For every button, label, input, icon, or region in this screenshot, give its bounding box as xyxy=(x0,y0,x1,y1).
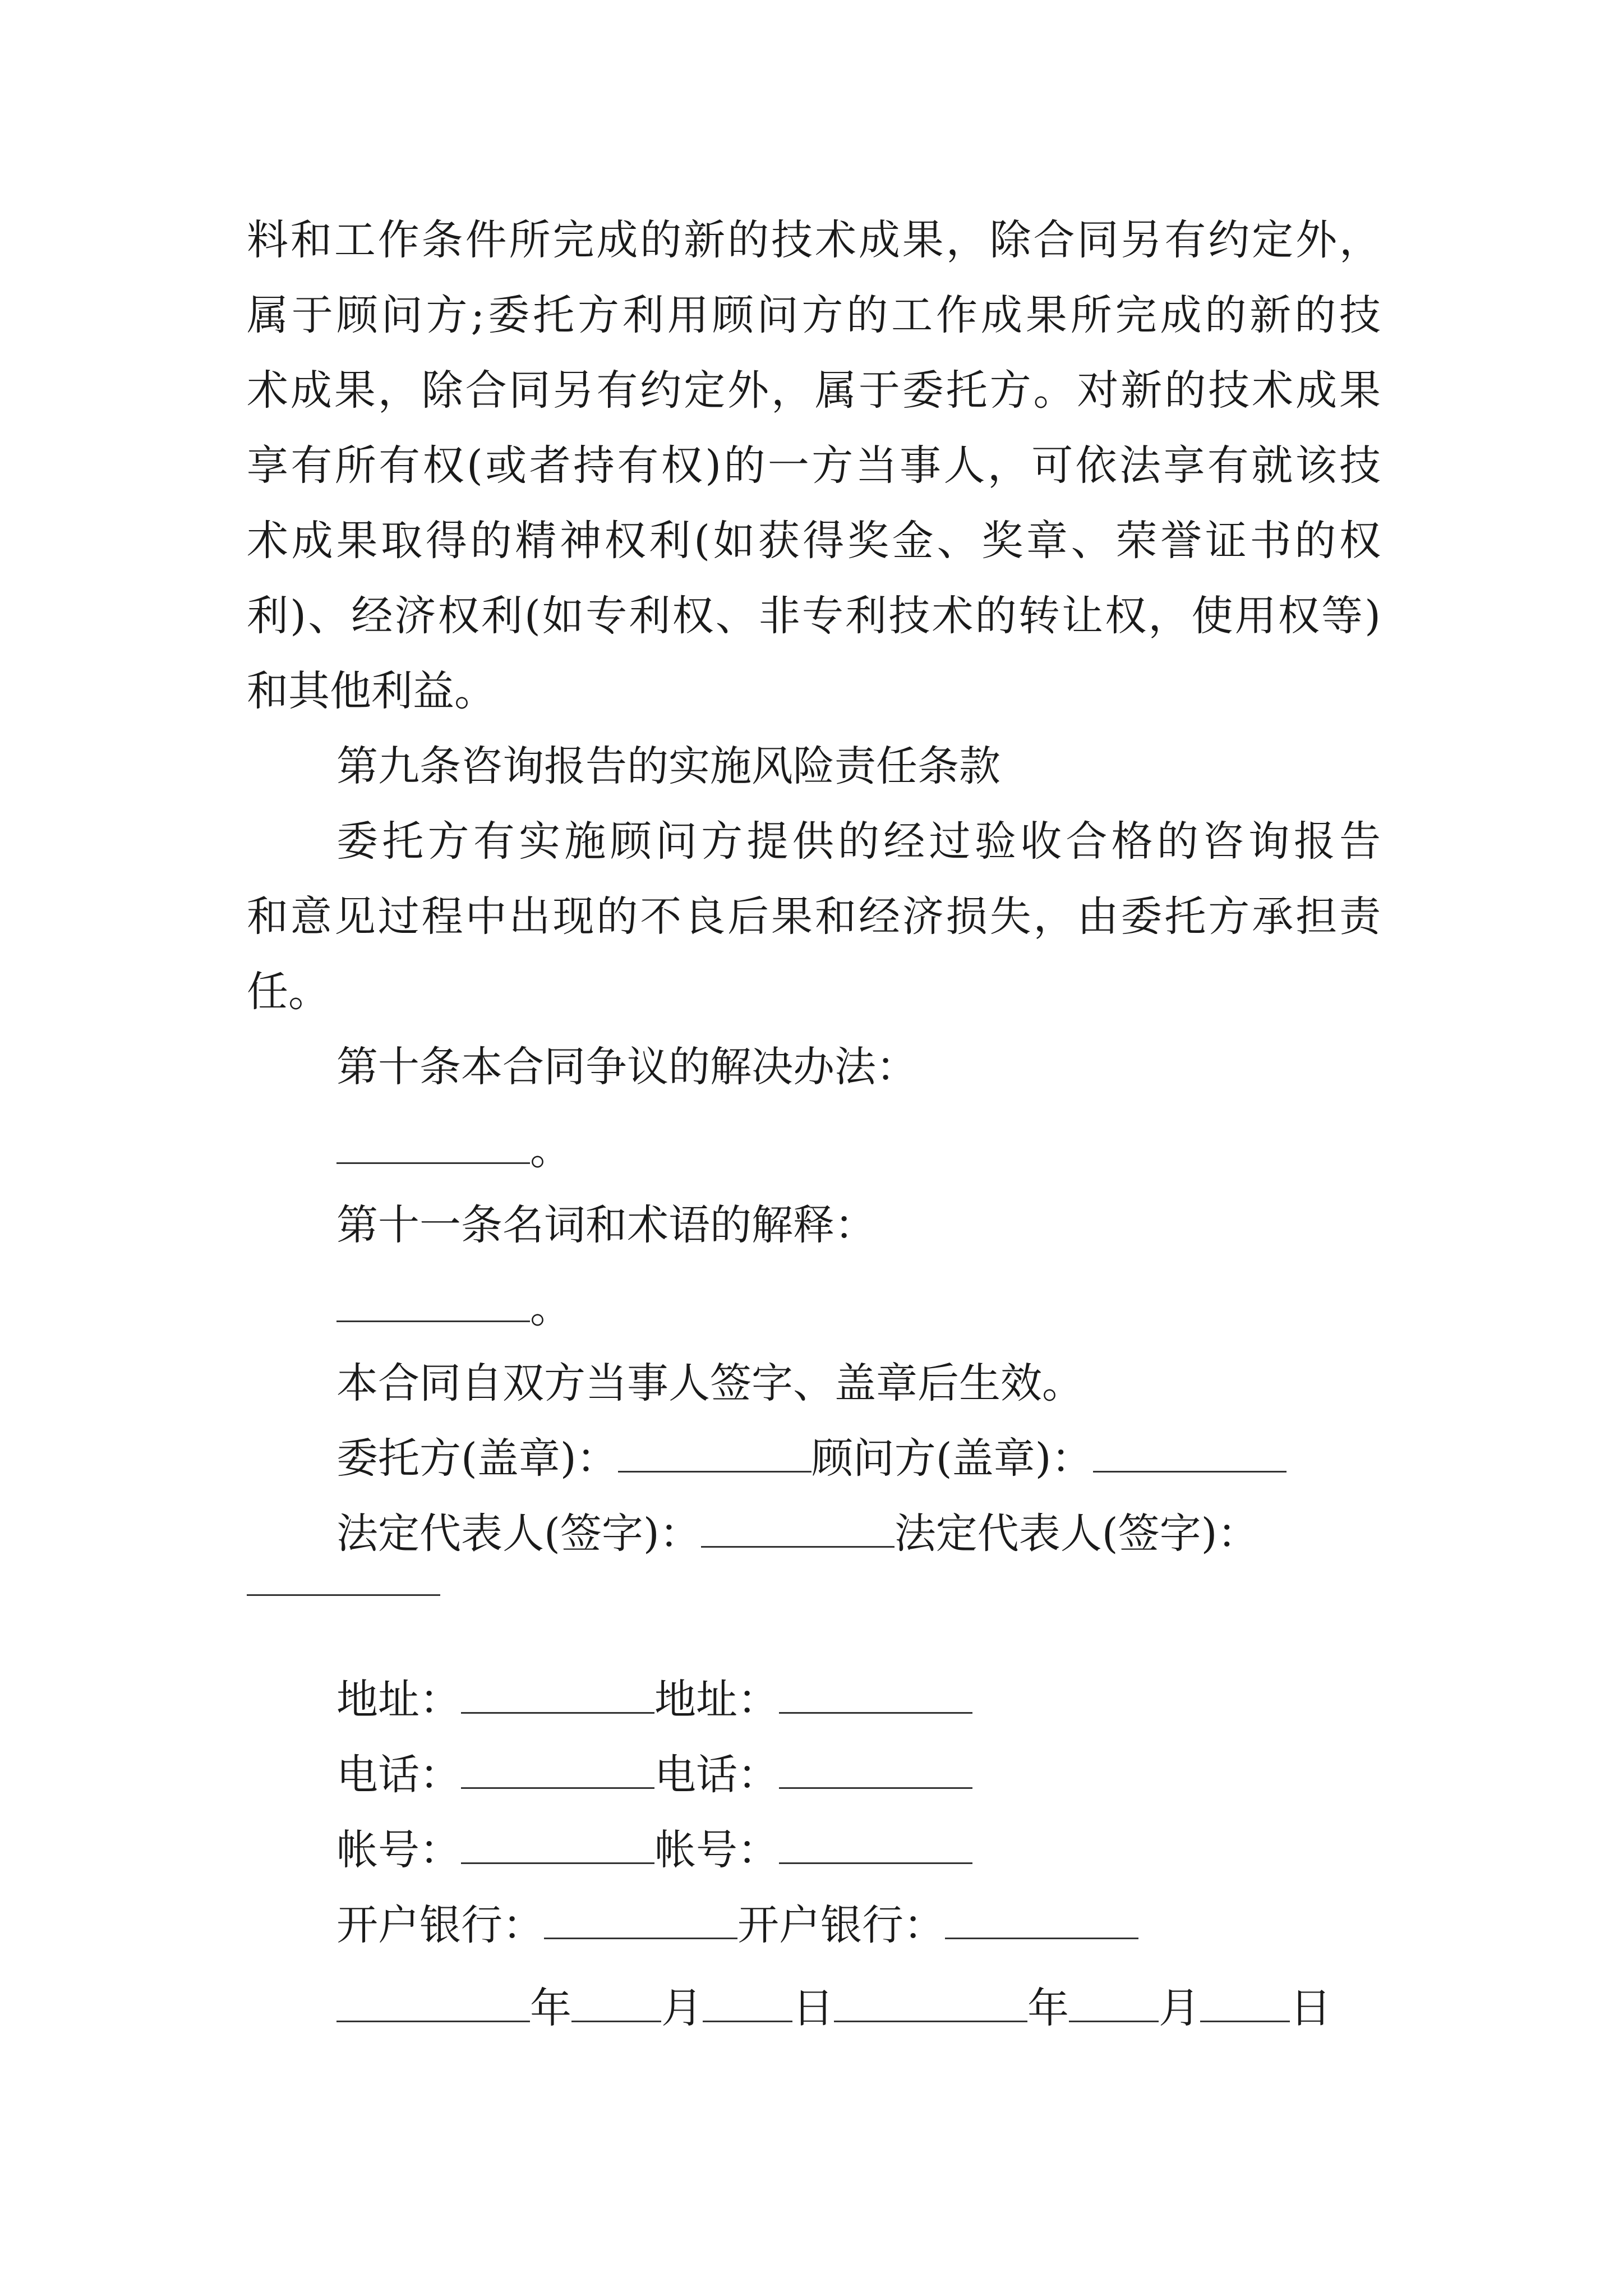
client-bank-field[interactable] xyxy=(544,1897,737,1939)
consultant-seal-label: 顾问方(盖章)： xyxy=(811,1434,1093,1483)
article-11-heading: 第十一条名词和术语的解释： xyxy=(336,1201,876,1249)
body-line: 术成果，除合同另有约定外，属于委托方。对新的技术成果 xyxy=(247,366,1381,415)
consultant-day-field[interactable] xyxy=(1200,1980,1290,2022)
article-10-answer xyxy=(336,1122,571,1178)
client-legal-rep-label: 法定代表人(签字)： xyxy=(336,1510,701,1558)
consultant-address-field[interactable] xyxy=(779,1672,972,1714)
day-label: 日 xyxy=(1290,1984,1331,2032)
body-line: 享有所有权(或者持有权)的一方当事人，可依法享有就该技 xyxy=(247,441,1381,490)
day-label: 日 xyxy=(792,1984,834,2032)
client-legal-rep-field[interactable] xyxy=(701,1506,895,1548)
client-year-field[interactable] xyxy=(336,1980,530,2022)
article-9-text: 和意见过程中出现的不良后果和经济损失，由委托方承担责 xyxy=(247,892,1381,941)
article-9-text: 任。 xyxy=(247,968,330,1016)
client-month-field[interactable] xyxy=(571,1980,661,2022)
account-line xyxy=(336,1822,972,1878)
consultant-seal-field[interactable] xyxy=(1093,1430,1287,1473)
year-label: 年 xyxy=(530,1984,571,2032)
client-seal-label: 委托方(盖章)： xyxy=(336,1434,618,1483)
consultant-legal-rep-field[interactable] xyxy=(247,1594,440,1596)
client-day-field[interactable] xyxy=(703,1980,792,2022)
blank-field[interactable] xyxy=(336,1280,530,1322)
consultant-address-label: 地址： xyxy=(654,1676,779,1724)
effective-clause: 本合同自双方当事人签字、盖章后生效。 xyxy=(336,1359,1083,1407)
month-label: 月 xyxy=(1159,1984,1200,2032)
bank-line xyxy=(336,1897,1138,1953)
phone-line xyxy=(336,1747,972,1803)
blank-field[interactable] xyxy=(336,1122,530,1164)
seal-line xyxy=(336,1430,1287,1487)
consultant-bank-field[interactable] xyxy=(945,1897,1138,1939)
address-line xyxy=(336,1672,972,1728)
body-line: 属于顾问方;委托方利用顾问方的工作成果所完成的新的技 xyxy=(247,291,1381,339)
legal-rep-line xyxy=(336,1506,1259,1562)
consultant-bank-label: 开户银行： xyxy=(737,1901,945,1949)
consultant-legal-rep-label: 法定代表人(签字)： xyxy=(894,1510,1259,1558)
article-11-answer xyxy=(336,1280,571,1336)
body-line: 利)、经济权利(如专利权、非专利技术的转让权，使用权等) xyxy=(247,592,1381,640)
client-account-label: 帐号： xyxy=(336,1826,461,1874)
consultant-month-field[interactable] xyxy=(1069,1980,1159,2022)
consultant-account-label: 帐号： xyxy=(654,1826,779,1874)
consultant-account-field[interactable] xyxy=(779,1822,972,1864)
body-line: 和其他利益。 xyxy=(247,667,496,715)
consultant-phone-label: 电话： xyxy=(654,1751,779,1799)
month-label: 月 xyxy=(661,1984,703,2032)
period: 。 xyxy=(530,1284,571,1332)
client-account-field[interactable] xyxy=(461,1822,654,1864)
article-9-text: 委托方有实施顾问方提供的经过验收合格的咨询报告 xyxy=(336,817,1381,866)
consultant-year-field[interactable] xyxy=(834,1980,1027,2022)
article-10-heading: 第十条本合同争议的解决办法： xyxy=(336,1043,917,1091)
client-phone-label: 电话： xyxy=(336,1751,461,1799)
client-address-label: 地址： xyxy=(336,1676,461,1724)
client-seal-field[interactable] xyxy=(618,1430,811,1473)
date-line xyxy=(336,1980,1331,2036)
article-9-heading: 第九条咨询报告的实施风险责任条款 xyxy=(336,742,1000,790)
client-address-field[interactable] xyxy=(461,1672,654,1714)
period: 。 xyxy=(530,1126,571,1174)
body-line: 料和工作条件所完成的新的技术成果，除合同另有约定外， xyxy=(247,216,1381,264)
client-phone-field[interactable] xyxy=(461,1747,654,1789)
year-label: 年 xyxy=(1027,1984,1069,2032)
client-bank-label: 开户银行： xyxy=(336,1901,544,1949)
consultant-phone-field[interactable] xyxy=(779,1747,972,1789)
body-line: 术成果取得的精神权利(如获得奖金、奖章、荣誉证书的权 xyxy=(247,517,1381,565)
